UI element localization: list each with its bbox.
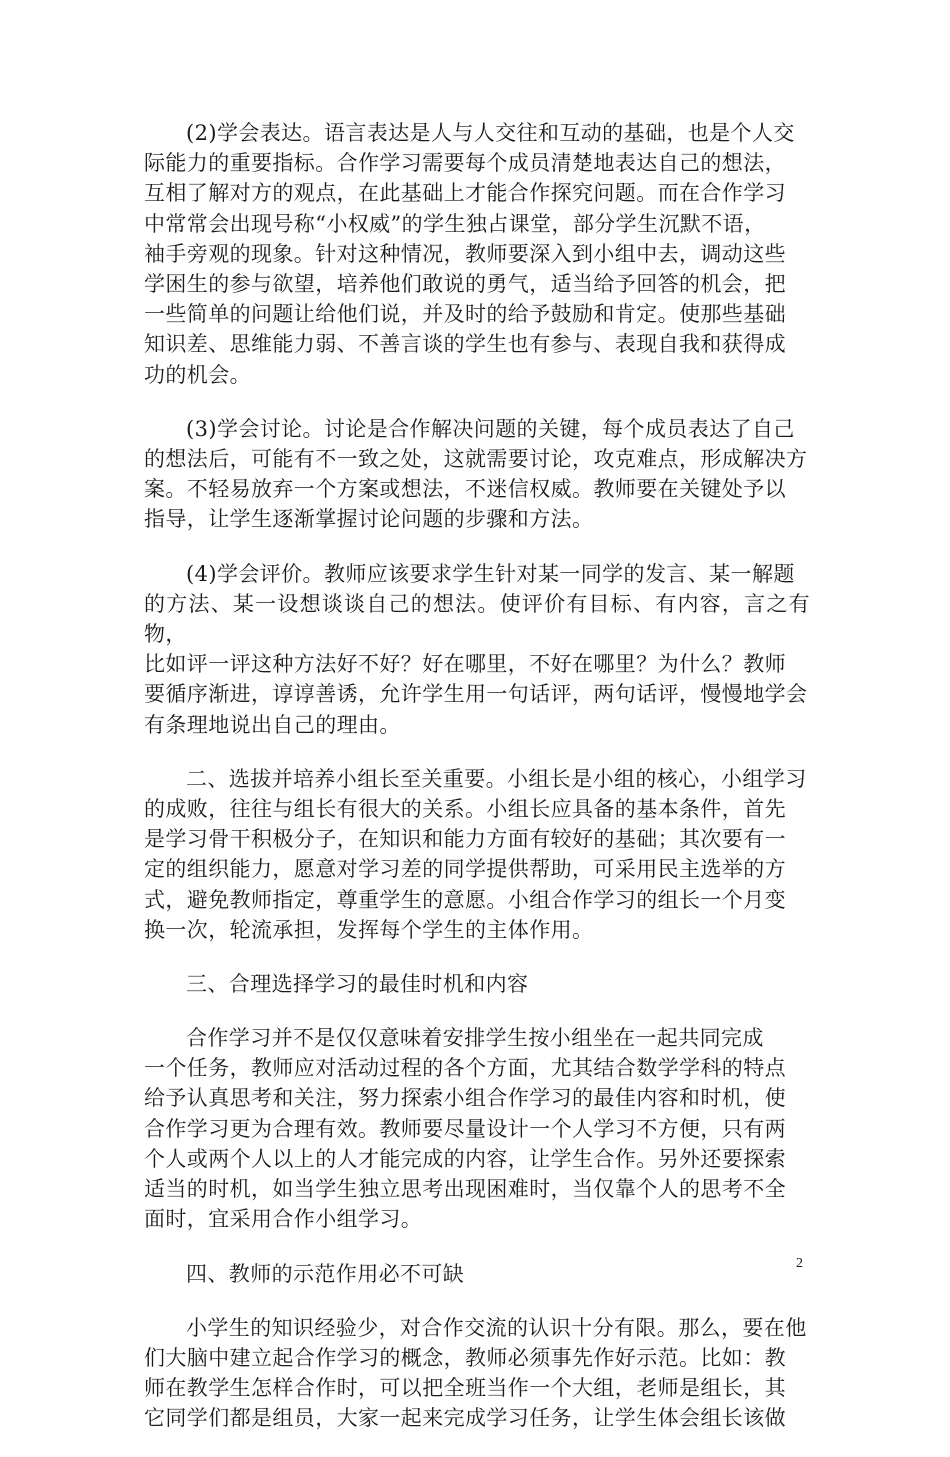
text-line: 们大脑中建立起合作学习的概念，教师必须事先作好示范。比如：教 xyxy=(144,1345,786,1370)
text-line: 适当的时机，如当学生独立思考出现困难时，当仅靠个人的思考不全 xyxy=(144,1177,786,1202)
paragraph-timing-content xyxy=(144,1023,810,1234)
text-line: 师在教学生怎样合作时，可以把全班当作一个大组，老师是组长，其 xyxy=(144,1375,786,1400)
text-line: 的想法后，可能有不一致之处，这就需要讨论，攻克难点，形成解决方 xyxy=(144,447,808,472)
text-line: (2)学会表达。语言表达是人与人交往和互动的基础，也是个人交 xyxy=(186,121,795,145)
text-line: 要循序渐进，谆谆善诱，允许学生用一句话评，两句话评，慢慢地学会 xyxy=(144,682,808,707)
text-line: 式，避免教师指定，尊重学生的意愿。小组合作学习的组长一个月变 xyxy=(144,887,786,912)
text-line: 的成败，往往与组长有很大的关系。小组长应具备的基本条件，首先 xyxy=(144,797,786,822)
text-line: 定的组织能力，愿意对学习差的同学提供帮助，可采用民主选举的方 xyxy=(144,857,786,882)
text-line: 合作学习并不是仅仅意味着安排学生按小组坐在一起共同完成 xyxy=(186,1026,764,1051)
paragraph-group-leader xyxy=(144,764,810,945)
text-line: 有条理地说出自己的理由。 xyxy=(144,712,401,737)
text-line: 比如评一评这种方法好不好？好在哪里，不好在哪里？为什么？教师 xyxy=(144,652,786,677)
text-line: 一些简单的问题让给他们说，并及时的给予鼓励和肯定。使那些基础 xyxy=(144,302,786,327)
page-number: 2 xyxy=(796,1256,803,1271)
text-line: (4)学会评价。教师应该要求学生针对某一同学的发言、某一解题 xyxy=(186,561,795,586)
text-line: 合作学习更为合理有效。教师要尽量设计一个人学习不方便，只有两 xyxy=(144,1116,786,1141)
paragraph-learn-evaluation xyxy=(144,559,810,740)
text-line: 指导，让学生逐渐掌握讨论问题的步骤和方法。 xyxy=(144,507,594,532)
text-line: 际能力的重要指标。合作学习需要每个成员清楚地表达自己的想法， xyxy=(144,151,786,176)
text-line: 小学生的知识经验少，对合作交流的认识十分有限。那么，要在他 xyxy=(186,1315,807,1340)
text-line: 二、选拔并培养小组长至关重要。小组长是小组的核心，小组学习 xyxy=(186,766,807,791)
document-body xyxy=(144,118,810,1457)
text-line: 互相了解对方的观点，在此基础上才能合作探究问题。而在合作学习 xyxy=(144,181,786,206)
text-line: 给予认真思考和关注，努力探索小组合作学习的最佳内容和时机，使 xyxy=(144,1086,786,1111)
paragraph-learn-discussion xyxy=(144,414,810,535)
text-line: 是学习骨干积极分子，在知识和能力方面有较好的基础；其次要有一 xyxy=(144,827,786,852)
text-line: 它同学们都是组员，大家一起来完成学习任务，让学生体会组长该做 xyxy=(144,1406,786,1431)
text-line: 面时，宜采用合作小组学习。 xyxy=(144,1207,423,1232)
text-line: 知识差、思维能力弱、不善言谈的学生也有参与、表现自我和获得成 xyxy=(144,332,786,357)
section-heading-timing: 三、合理选择学习的最佳时机和内容 xyxy=(186,972,529,997)
text-line: 个人或两个人以上的人才能完成的内容，让学生合作。另外还要探索 xyxy=(144,1146,786,1171)
text-line: 案。不轻易放弃一个方案或想法，不迷信权威。教师要在关键处予以 xyxy=(144,477,786,502)
paragraph-teacher-demo xyxy=(144,1313,810,1434)
text-line: 换一次，轮流承担，发挥每个学生的主体作用。 xyxy=(144,917,594,942)
text-line: 一个任务，教师应对活动过程的各个方面，尤其结合数学学科的特点 xyxy=(144,1056,786,1081)
text-line: 功的机会。 xyxy=(144,362,251,387)
text-line: 袖手旁观的现象。针对这种情况，教师要深入到小组中去，调动这些 xyxy=(144,241,786,266)
paragraph-learn-expression xyxy=(144,118,810,390)
section-heading-teacher-demo: 四、教师的示范作用必不可缺 xyxy=(186,1261,465,1286)
text-line: 中常常会出现号称“小权威”的学生独占课堂，部分学生沉默不语， xyxy=(144,211,766,236)
text-line: 的方法、某一设想谈谈自己的想法。使评价有目标、有内容，言之有物， xyxy=(144,591,810,647)
text-line: 学困生的参与欲望，培养他们敢说的勇气，适当给予回答的机会，把 xyxy=(144,272,786,297)
text-line: (3)学会讨论。讨论是合作解决问题的关键，每个成员表达了自己 xyxy=(186,416,795,441)
